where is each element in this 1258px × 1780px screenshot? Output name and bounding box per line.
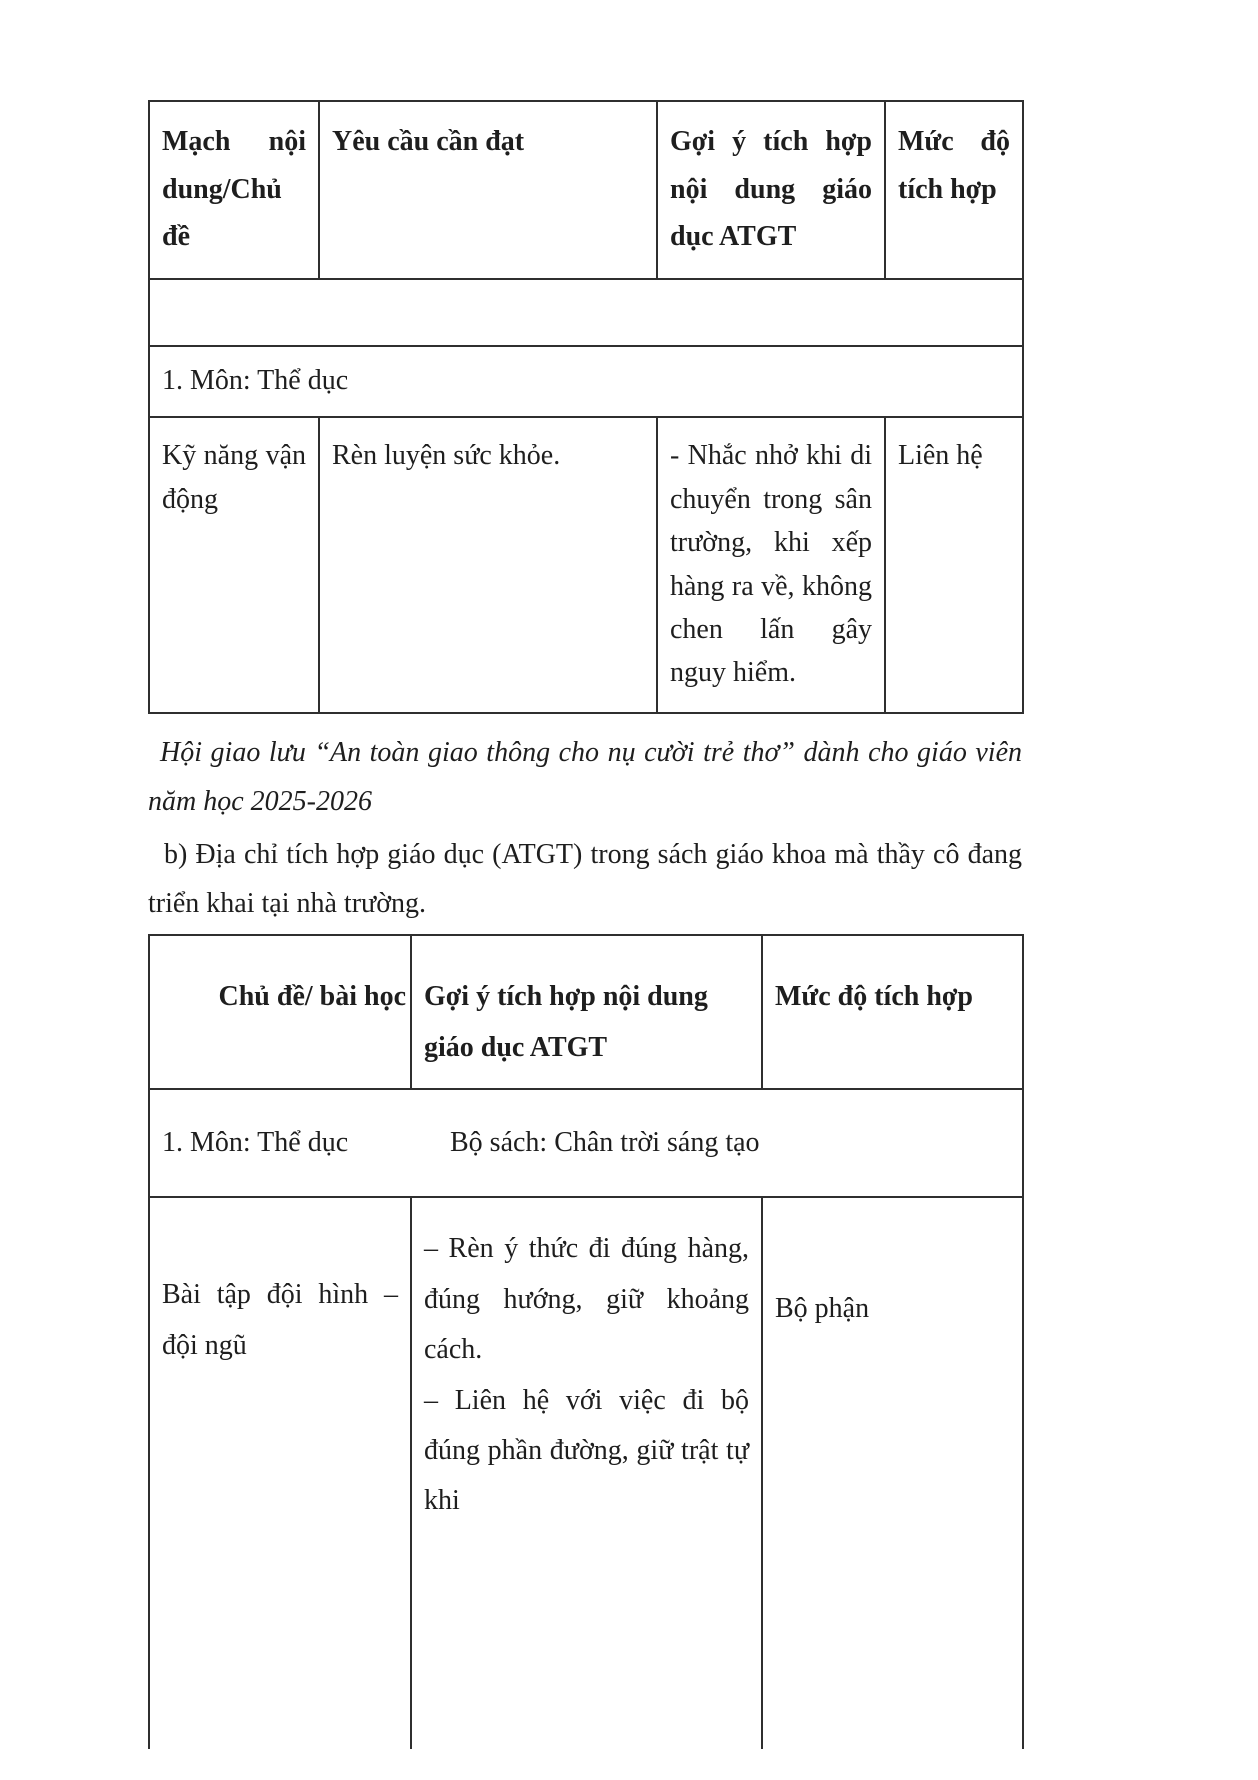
t1-cell-suggestion: - Nhắc nhở khi di chuyển trong sân trường, khi xếp hàng ra về, không chen lấn gây nguy hiểm. bbox=[657, 417, 885, 713]
document-content bbox=[148, 100, 1022, 1749]
t2-cell-suggestion bbox=[411, 1197, 762, 1749]
t1-empty-row bbox=[149, 279, 1023, 346]
t2-section-book: Bộ sách: Chân trời sáng tạo bbox=[450, 1127, 760, 1159]
t2-section-row bbox=[149, 1089, 1023, 1197]
t2-suggestion-item-2: – Liên hệ với việc đi bộ đúng phần đường, giữ trật tự khi bbox=[424, 1384, 749, 1517]
t1-data-row bbox=[149, 417, 1023, 713]
t1-section-cell: 1. Môn: Thể dục bbox=[149, 346, 1023, 417]
t2-header-muc-do: Mức độ tích hợp bbox=[762, 935, 1023, 1089]
t1-header-mach-noi-dung: Mạch nội dung/Chủ đề bbox=[149, 101, 319, 279]
paragraph-b: b) Địa chỉ tích hợp giáo dục (ATGT) trong sách giáo khoa mà thầy cô đang triển khai tại nhà trường. bbox=[148, 839, 1022, 920]
table-atgt-overview bbox=[148, 100, 1024, 714]
t1-header-yeu-cau: Yêu cầu cần đạt bbox=[319, 101, 657, 279]
t1-cell-requirement: Rèn luyện sức khỏe. bbox=[319, 417, 657, 713]
t2-cell-level: Bộ phận bbox=[762, 1197, 1023, 1749]
t2-cell-lesson: Bài tập đội hình – đội ngũ bbox=[149, 1197, 411, 1749]
t2-section-subject: 1. Môn: Thể dục bbox=[162, 1127, 349, 1159]
table-textbook-integration bbox=[148, 934, 1024, 1749]
event-caption: Hội giao lưu “An toàn giao thông cho nụ cười trẻ thơ” dành cho giáo viên năm học 2025-2026 bbox=[148, 737, 1022, 818]
t1-header-goi-y: Gợi ý tích hợp nội dung giáo dục ATGT bbox=[657, 101, 885, 279]
t1-header-muc-do: Mức độ tích hợp bbox=[885, 101, 1023, 279]
t1-cell-topic: Kỹ năng vận động bbox=[149, 417, 319, 713]
t1-cell-level: Liên hệ bbox=[885, 417, 1023, 713]
t1-header-row bbox=[149, 101, 1023, 279]
t2-header-chu-de: Chủ đề/ bài học bbox=[149, 935, 411, 1089]
t2-header-row bbox=[149, 935, 1023, 1089]
t2-section-cell bbox=[149, 1089, 1023, 1197]
t1-section-row bbox=[149, 346, 1023, 417]
t1-empty-cell bbox=[149, 279, 1023, 346]
t2-suggestion-item-1: – Rèn ý thức đi đúng hàng, đúng hướng, giữ khoảng cách. bbox=[424, 1233, 749, 1366]
t2-data-row bbox=[149, 1197, 1023, 1749]
t2-header-goi-y: Gợi ý tích hợp nội dung giáo dục ATGT bbox=[411, 935, 762, 1089]
